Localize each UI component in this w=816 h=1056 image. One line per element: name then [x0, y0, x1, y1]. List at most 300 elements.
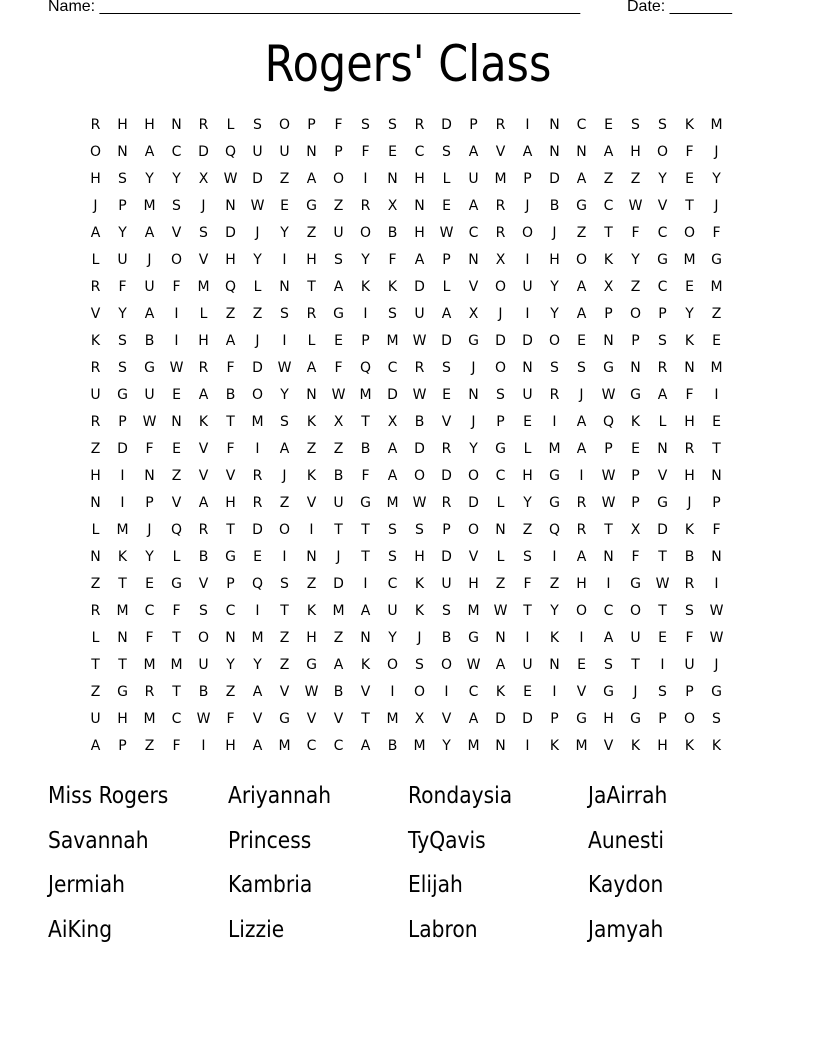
grid-cell[interactable]: O — [413, 468, 426, 484]
grid-cell[interactable]: I — [552, 414, 557, 430]
grid-cell[interactable]: R — [657, 360, 668, 376]
grid-cell[interactable]: L — [658, 414, 667, 430]
grid-cell[interactable]: K — [306, 414, 317, 430]
grid-cell[interactable]: V — [441, 414, 452, 430]
grid-cell[interactable]: R — [306, 306, 317, 322]
grid-cell[interactable]: W — [142, 414, 157, 430]
grid-cell[interactable]: E — [685, 279, 694, 295]
grid-cell[interactable]: X — [387, 414, 398, 430]
grid-cell[interactable]: I — [309, 522, 314, 538]
grid-cell[interactable]: A — [576, 414, 587, 430]
grid-cell[interactable]: D — [117, 441, 128, 457]
grid-cell[interactable]: K — [549, 630, 560, 646]
grid-cell[interactable]: M — [116, 603, 129, 619]
grid-cell[interactable]: A — [90, 225, 101, 241]
grid-cell[interactable]: A — [333, 279, 344, 295]
grid-cell[interactable]: L — [307, 333, 316, 349]
grid-cell[interactable]: M — [575, 738, 588, 754]
grid-cell[interactable]: L — [172, 549, 181, 565]
grid-cell[interactable]: E — [442, 198, 451, 214]
grid-cell[interactable]: T — [172, 684, 181, 700]
grid-cell[interactable]: A — [360, 603, 371, 619]
grid-cell[interactable]: K — [306, 603, 317, 619]
grid-cell[interactable]: A — [468, 198, 479, 214]
grid-cell[interactable]: R — [90, 279, 101, 295]
grid-cell[interactable]: P — [145, 495, 154, 511]
grid-cell[interactable]: K — [360, 657, 371, 673]
grid-cell[interactable]: O — [683, 711, 696, 727]
grid-cell[interactable]: X — [630, 522, 641, 538]
grid-cell[interactable]: D — [495, 333, 506, 349]
grid-cell[interactable]: S — [388, 117, 397, 133]
grid-cell[interactable]: V — [468, 549, 479, 565]
grid-cell[interactable]: S — [523, 549, 532, 565]
grid-cell[interactable]: O — [683, 225, 696, 241]
grid-cell[interactable]: Z — [279, 630, 290, 646]
grid-cell[interactable]: S — [388, 306, 397, 322]
grid-cell[interactable]: N — [225, 630, 236, 646]
grid-cell[interactable]: P — [658, 306, 667, 322]
grid-cell[interactable]: G — [495, 441, 506, 457]
grid-cell[interactable]: P — [604, 306, 613, 322]
grid-cell[interactable]: X — [495, 252, 506, 268]
grid-cell[interactable]: Q — [170, 522, 183, 538]
grid-cell[interactable]: R — [198, 117, 209, 133]
grid-cell[interactable]: Z — [225, 306, 236, 322]
grid-cell[interactable]: V — [576, 684, 587, 700]
grid-cell[interactable]: D — [414, 279, 425, 295]
grid-cell[interactable]: A — [387, 441, 398, 457]
grid-cell[interactable]: N — [90, 549, 101, 565]
grid-cell[interactable]: D — [333, 576, 344, 592]
grid-cell[interactable]: J — [714, 657, 719, 673]
grid-cell[interactable]: P — [604, 441, 613, 457]
grid-cell[interactable]: M — [278, 738, 291, 754]
grid-cell[interactable]: Z — [603, 171, 614, 187]
grid-cell[interactable]: U — [333, 225, 344, 241]
grid-cell[interactable]: I — [525, 738, 530, 754]
grid-cell[interactable]: R — [684, 576, 695, 592]
grid-cell[interactable]: S — [604, 657, 613, 673]
grid-cell[interactable]: A — [522, 144, 533, 160]
grid-cell[interactable]: G — [117, 387, 128, 403]
grid-cell[interactable]: Y — [280, 387, 289, 403]
grid-cell[interactable]: M — [143, 711, 156, 727]
grid-cell[interactable]: M — [116, 522, 129, 538]
grid-cell[interactable]: O — [197, 630, 210, 646]
grid-cell[interactable]: H — [225, 738, 236, 754]
grid-cell[interactable]: M — [251, 630, 264, 646]
grid-cell[interactable]: J — [255, 225, 260, 241]
grid-cell[interactable]: N — [468, 252, 479, 268]
grid-cell[interactable]: I — [201, 738, 206, 754]
grid-cell[interactable]: N — [414, 198, 425, 214]
grid-cell[interactable]: V — [279, 684, 290, 700]
grid-cell[interactable]: Z — [279, 495, 290, 511]
grid-cell[interactable]: K — [549, 738, 560, 754]
grid-cell[interactable]: G — [144, 360, 155, 376]
grid-cell[interactable]: M — [683, 252, 696, 268]
grid-cell[interactable]: I — [363, 171, 368, 187]
grid-cell[interactable]: V — [657, 468, 668, 484]
grid-cell[interactable]: W — [223, 171, 238, 187]
grid-cell[interactable]: J — [282, 468, 287, 484]
grid-cell[interactable]: U — [333, 495, 344, 511]
grid-cell[interactable]: Q — [224, 279, 237, 295]
grid-cell[interactable]: C — [468, 684, 479, 700]
grid-cell[interactable]: N — [387, 171, 398, 187]
grid-cell[interactable]: E — [685, 171, 694, 187]
grid-cell[interactable]: Y — [226, 657, 235, 673]
grid-cell[interactable]: U — [468, 171, 479, 187]
grid-cell[interactable]: N — [171, 414, 182, 430]
grid-cell[interactable]: P — [442, 522, 451, 538]
grid-cell[interactable]: V — [198, 441, 209, 457]
grid-cell[interactable]: C — [387, 576, 398, 592]
grid-cell[interactable]: H — [603, 711, 614, 727]
grid-cell[interactable]: I — [579, 630, 584, 646]
grid-cell[interactable]: D — [495, 711, 506, 727]
grid-cell[interactable]: I — [525, 252, 530, 268]
grid-cell[interactable]: K — [90, 333, 101, 349]
grid-cell[interactable]: D — [414, 441, 425, 457]
grid-cell[interactable]: D — [549, 171, 560, 187]
grid-cell[interactable]: K — [360, 279, 371, 295]
grid-cell[interactable]: T — [307, 279, 316, 295]
grid-cell[interactable]: G — [549, 468, 560, 484]
grid-cell[interactable]: R — [198, 522, 209, 538]
grid-cell[interactable]: B — [387, 738, 398, 754]
grid-cell[interactable]: R — [198, 360, 209, 376]
grid-cell[interactable]: F — [172, 738, 181, 754]
grid-cell[interactable]: O — [359, 225, 372, 241]
grid-cell[interactable]: F — [361, 468, 370, 484]
grid-cell[interactable]: P — [631, 468, 640, 484]
grid-cell[interactable]: U — [90, 387, 101, 403]
grid-cell[interactable]: Z — [333, 441, 344, 457]
grid-cell[interactable]: U — [522, 657, 533, 673]
grid-cell[interactable]: N — [711, 549, 722, 565]
grid-cell[interactable]: P — [496, 414, 505, 430]
grid-cell[interactable]: N — [306, 549, 317, 565]
grid-cell[interactable]: O — [521, 225, 534, 241]
grid-cell[interactable]: Z — [279, 171, 290, 187]
grid-cell[interactable]: C — [414, 144, 425, 160]
grid-cell[interactable]: K — [198, 414, 209, 430]
grid-cell[interactable]: W — [628, 198, 643, 214]
grid-cell[interactable]: T — [631, 657, 640, 673]
grid-cell[interactable]: G — [576, 198, 587, 214]
grid-cell[interactable]: G — [630, 576, 641, 592]
grid-cell[interactable]: H — [414, 225, 425, 241]
grid-cell[interactable]: T — [658, 603, 667, 619]
grid-cell[interactable]: L — [523, 441, 532, 457]
grid-cell[interactable]: C — [657, 225, 668, 241]
grid-cell[interactable]: Y — [145, 171, 154, 187]
grid-cell[interactable]: U — [90, 711, 101, 727]
grid-cell[interactable]: Y — [280, 225, 289, 241]
grid-cell[interactable]: G — [333, 306, 344, 322]
grid-cell[interactable]: R — [549, 387, 560, 403]
grid-cell[interactable]: N — [576, 144, 587, 160]
date-field[interactable]: Date: _______ — [627, 0, 732, 15]
grid-cell[interactable]: S — [280, 306, 289, 322]
grid-cell[interactable]: K — [603, 252, 614, 268]
grid-cell[interactable]: A — [198, 495, 209, 511]
grid-cell[interactable]: S — [118, 333, 127, 349]
grid-cell[interactable]: E — [577, 333, 586, 349]
grid-cell[interactable]: Y — [712, 171, 721, 187]
grid-cell[interactable]: V — [171, 495, 182, 511]
grid-cell[interactable]: O — [548, 333, 561, 349]
grid-cell[interactable]: V — [306, 495, 317, 511]
grid-cell[interactable]: B — [198, 684, 209, 700]
grid-cell[interactable]: U — [387, 603, 398, 619]
grid-cell[interactable]: N — [144, 468, 155, 484]
grid-cell[interactable]: K — [414, 576, 425, 592]
grid-cell[interactable]: Y — [253, 252, 262, 268]
grid-cell[interactable]: I — [714, 387, 719, 403]
grid-cell[interactable]: Z — [306, 576, 317, 592]
grid-cell[interactable]: J — [633, 684, 638, 700]
grid-cell[interactable]: M — [710, 279, 723, 295]
grid-cell[interactable]: A — [198, 387, 209, 403]
grid-cell[interactable]: S — [172, 198, 181, 214]
grid-cell[interactable]: G — [657, 252, 668, 268]
grid-cell[interactable]: J — [471, 414, 476, 430]
grid-cell[interactable]: R — [495, 225, 506, 241]
grid-cell[interactable]: A — [603, 630, 614, 646]
grid-cell[interactable]: R — [441, 441, 452, 457]
grid-cell[interactable]: F — [712, 522, 721, 538]
grid-cell[interactable]: F — [388, 252, 397, 268]
grid-cell[interactable]: I — [120, 495, 125, 511]
grid-cell[interactable]: T — [361, 414, 370, 430]
grid-cell[interactable]: W — [601, 387, 616, 403]
grid-cell[interactable]: S — [550, 360, 559, 376]
grid-cell[interactable]: E — [712, 333, 721, 349]
grid-cell[interactable]: A — [603, 144, 614, 160]
grid-cell[interactable]: S — [361, 117, 370, 133]
grid-cell[interactable]: S — [118, 360, 127, 376]
grid-cell[interactable]: J — [525, 198, 530, 214]
grid-cell[interactable]: H — [90, 468, 101, 484]
grid-cell[interactable]: B — [144, 333, 155, 349]
grid-cell[interactable]: B — [333, 468, 344, 484]
grid-cell[interactable]: C — [495, 468, 506, 484]
grid-cell[interactable]: F — [226, 441, 235, 457]
grid-cell[interactable]: E — [172, 387, 181, 403]
grid-cell[interactable]: J — [714, 144, 719, 160]
grid-cell[interactable]: P — [334, 144, 343, 160]
grid-cell[interactable]: D — [441, 468, 452, 484]
grid-cell[interactable]: H — [684, 414, 695, 430]
grid-cell[interactable]: K — [684, 738, 695, 754]
grid-cell[interactable]: A — [387, 468, 398, 484]
grid-cell[interactable]: W — [493, 603, 508, 619]
grid-cell[interactable]: V — [198, 576, 209, 592]
grid-cell[interactable]: Z — [90, 684, 101, 700]
grid-cell[interactable]: S — [685, 603, 694, 619]
grid-cell[interactable]: W — [412, 333, 427, 349]
grid-cell[interactable]: W — [331, 387, 346, 403]
grid-cell[interactable]: J — [147, 522, 152, 538]
grid-cell[interactable]: W — [277, 360, 292, 376]
grid-cell[interactable]: I — [363, 576, 368, 592]
grid-cell[interactable]: W — [709, 603, 724, 619]
grid-cell[interactable]: G — [630, 387, 641, 403]
grid-cell[interactable]: I — [525, 306, 530, 322]
grid-cell[interactable]: N — [360, 630, 371, 646]
grid-cell[interactable]: E — [631, 441, 640, 457]
grid-cell[interactable]: H — [630, 144, 641, 160]
grid-cell[interactable]: J — [336, 549, 341, 565]
grid-cell[interactable]: C — [171, 144, 182, 160]
grid-cell[interactable]: L — [91, 630, 100, 646]
grid-cell[interactable]: G — [468, 333, 479, 349]
grid-cell[interactable]: I — [525, 117, 530, 133]
grid-cell[interactable]: E — [658, 630, 667, 646]
grid-cell[interactable]: Z — [630, 171, 641, 187]
grid-cell[interactable]: F — [226, 360, 235, 376]
grid-cell[interactable]: S — [442, 360, 451, 376]
grid-cell[interactable]: M — [386, 495, 399, 511]
grid-cell[interactable]: W — [601, 495, 616, 511]
grid-cell[interactable]: Y — [658, 171, 667, 187]
grid-cell[interactable]: G — [603, 684, 614, 700]
grid-cell[interactable]: H — [414, 171, 425, 187]
grid-cell[interactable]: Z — [333, 630, 344, 646]
grid-cell[interactable]: C — [306, 738, 317, 754]
grid-cell[interactable]: V — [90, 306, 101, 322]
grid-cell[interactable]: M — [494, 171, 507, 187]
grid-cell[interactable]: Z — [549, 576, 560, 592]
grid-cell[interactable]: Z — [711, 306, 722, 322]
grid-cell[interactable]: F — [685, 387, 694, 403]
grid-cell[interactable]: T — [91, 657, 100, 673]
grid-cell[interactable]: J — [201, 198, 206, 214]
grid-cell[interactable]: I — [282, 333, 287, 349]
grid-cell[interactable]: N — [711, 468, 722, 484]
grid-cell[interactable]: H — [684, 468, 695, 484]
grid-cell[interactable]: H — [144, 117, 155, 133]
grid-cell[interactable]: S — [253, 117, 262, 133]
grid-cell[interactable]: G — [306, 657, 317, 673]
grid-cell[interactable]: X — [333, 414, 344, 430]
grid-cell[interactable]: G — [576, 711, 587, 727]
grid-cell[interactable]: N — [603, 549, 614, 565]
grid-cell[interactable]: I — [174, 333, 179, 349]
grid-cell[interactable]: S — [442, 603, 451, 619]
grid-cell[interactable]: N — [90, 495, 101, 511]
grid-cell[interactable]: S — [631, 117, 640, 133]
grid-cell[interactable]: U — [252, 144, 263, 160]
grid-cell[interactable]: I — [120, 468, 125, 484]
grid-cell[interactable]: F — [226, 711, 235, 727]
grid-cell[interactable]: V — [333, 711, 344, 727]
grid-cell[interactable]: X — [387, 198, 398, 214]
grid-cell[interactable]: B — [684, 549, 695, 565]
grid-cell[interactable]: R — [576, 495, 587, 511]
grid-cell[interactable]: B — [549, 198, 560, 214]
grid-cell[interactable]: Z — [144, 738, 155, 754]
grid-cell[interactable]: P — [658, 711, 667, 727]
grid-cell[interactable]: S — [658, 684, 667, 700]
grid-cell[interactable]: I — [660, 657, 665, 673]
grid-cell[interactable]: R — [90, 360, 101, 376]
grid-cell[interactable]: K — [414, 603, 425, 619]
grid-cell[interactable]: W — [439, 225, 454, 241]
grid-cell[interactable]: R — [360, 198, 371, 214]
grid-cell[interactable]: A — [576, 279, 587, 295]
grid-cell[interactable]: B — [360, 441, 371, 457]
grid-cell[interactable]: N — [603, 333, 614, 349]
grid-cell[interactable]: A — [360, 738, 371, 754]
grid-cell[interactable]: M — [386, 333, 399, 349]
grid-cell[interactable]: T — [334, 522, 343, 538]
grid-cell[interactable]: R — [441, 495, 452, 511]
grid-cell[interactable]: F — [685, 144, 694, 160]
grid-cell[interactable]: G — [225, 549, 236, 565]
grid-cell[interactable]: D — [252, 171, 263, 187]
grid-cell[interactable]: N — [684, 360, 695, 376]
grid-cell[interactable]: Q — [224, 144, 237, 160]
grid-cell[interactable]: Y — [388, 630, 397, 646]
grid-cell[interactable]: N — [630, 360, 641, 376]
grid-cell[interactable]: Y — [442, 738, 451, 754]
grid-cell[interactable]: M — [548, 441, 561, 457]
grid-cell[interactable]: O — [629, 603, 642, 619]
grid-cell[interactable]: F — [145, 441, 154, 457]
grid-cell[interactable]: H — [576, 576, 587, 592]
grid-cell[interactable]: I — [282, 252, 287, 268]
grid-cell[interactable]: J — [93, 198, 98, 214]
grid-cell[interactable]: A — [495, 657, 506, 673]
grid-cell[interactable]: M — [143, 198, 156, 214]
grid-cell[interactable]: L — [199, 306, 208, 322]
grid-cell[interactable]: L — [442, 171, 451, 187]
grid-cell[interactable]: N — [522, 360, 533, 376]
grid-cell[interactable]: T — [361, 522, 370, 538]
grid-cell[interactable]: K — [684, 333, 695, 349]
grid-cell[interactable]: G — [603, 360, 614, 376]
grid-cell[interactable]: N — [117, 630, 128, 646]
grid-cell[interactable]: D — [198, 144, 209, 160]
grid-cell[interactable]: S — [199, 225, 208, 241]
grid-cell[interactable]: T — [280, 603, 289, 619]
grid-cell[interactable]: M — [386, 711, 399, 727]
grid-cell[interactable]: R — [576, 522, 587, 538]
grid-cell[interactable]: Y — [550, 279, 559, 295]
grid-cell[interactable]: A — [279, 441, 290, 457]
grid-cell[interactable]: O — [251, 387, 264, 403]
grid-cell[interactable]: K — [387, 279, 398, 295]
grid-cell[interactable]: O — [278, 117, 291, 133]
grid-cell[interactable]: O — [494, 279, 507, 295]
grid-cell[interactable]: S — [442, 144, 451, 160]
grid-cell[interactable]: H — [306, 630, 317, 646]
grid-cell[interactable]: G — [117, 684, 128, 700]
grid-cell[interactable]: V — [441, 711, 452, 727]
grid-cell[interactable]: N — [495, 522, 506, 538]
grid-cell[interactable]: H — [225, 252, 236, 268]
grid-cell[interactable]: N — [117, 144, 128, 160]
grid-cell[interactable]: F — [631, 225, 640, 241]
grid-cell[interactable]: C — [603, 603, 614, 619]
grid-cell[interactable]: A — [144, 306, 155, 322]
grid-cell[interactable]: M — [332, 603, 345, 619]
grid-cell[interactable]: X — [198, 171, 209, 187]
